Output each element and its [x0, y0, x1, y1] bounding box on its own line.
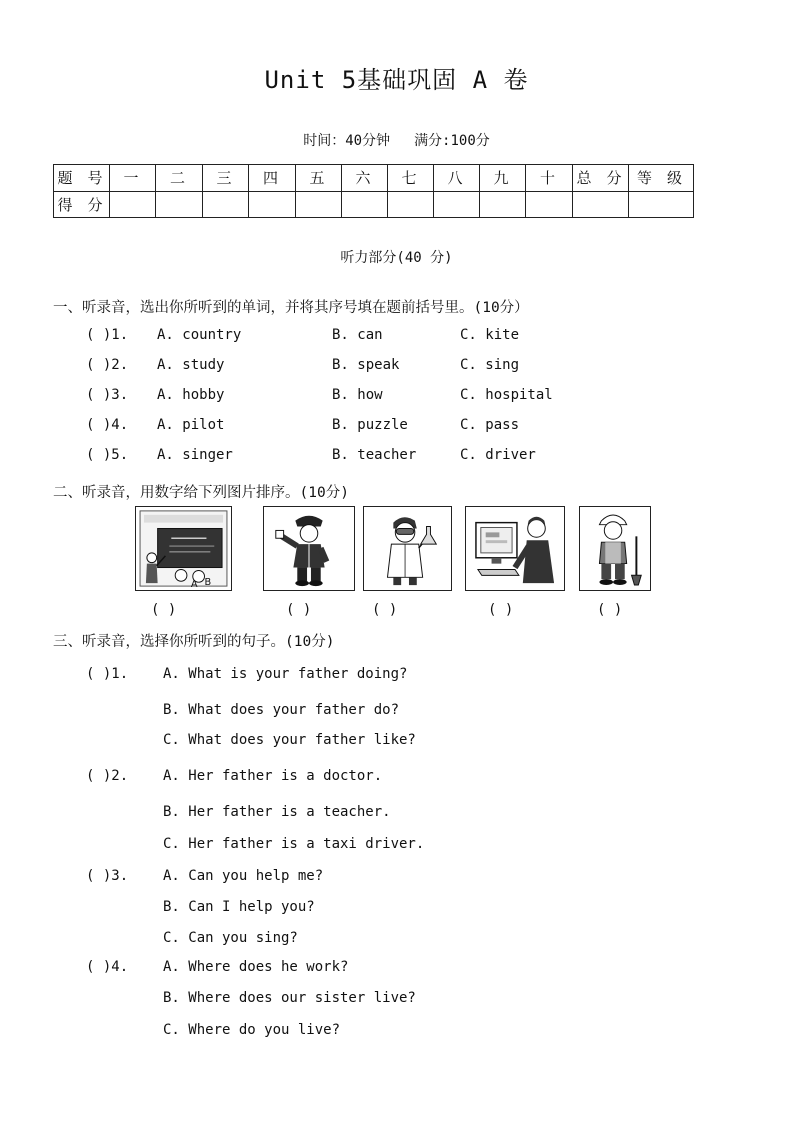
option-b: B. Where does our sister live?	[163, 990, 416, 1006]
score-cell[interactable]	[526, 191, 573, 218]
header-cell: 九	[480, 165, 526, 192]
header-cell: 八	[434, 165, 480, 192]
option-a: A. Where does he work?	[163, 959, 349, 975]
option-b: B. What does your father do?	[163, 702, 400, 718]
section3-heading: 三、听录音，选择你所听到的句子。(10分)	[53, 634, 335, 650]
answer-blank[interactable]: ( )3.	[86, 387, 129, 403]
option-c: C. sing	[460, 357, 520, 373]
option-c: C. pass	[460, 417, 520, 433]
picture-order-blank[interactable]: ( )	[597, 602, 623, 618]
option-c: C. hospital	[460, 387, 553, 403]
score-cell[interactable]	[434, 191, 480, 218]
office-worker-icon	[466, 507, 564, 590]
police-officer-picture	[263, 506, 355, 591]
teacher-blackboard-picture	[135, 506, 232, 591]
option-b: B. speak	[332, 357, 400, 373]
score-cell[interactable]	[249, 191, 296, 218]
score-cell[interactable]	[480, 191, 526, 218]
picture-order-blank[interactable]: ( )	[286, 602, 312, 618]
header-cell: 二	[156, 165, 203, 192]
header-cell: 题 号	[54, 165, 110, 192]
header-cell: 六	[342, 165, 388, 192]
score-cell[interactable]	[342, 191, 388, 218]
picture-order-blank[interactable]: ( )	[372, 602, 398, 618]
construction-worker-icon	[580, 507, 650, 590]
score-cell[interactable]	[629, 191, 694, 218]
picture-order-blank[interactable]: ( )	[151, 602, 177, 618]
option-b: B. Can I help you?	[163, 899, 315, 915]
score-cell[interactable]	[110, 191, 156, 218]
option-a: A. hobby	[157, 387, 225, 403]
option-c: C. Where do you live?	[163, 1022, 341, 1038]
full-score: 满分:100分	[414, 133, 490, 149]
answer-blank[interactable]: ( )4.	[86, 959, 129, 975]
listening-part-title: 听力部分(40 分)	[340, 250, 453, 266]
svg-text:A: A	[190, 579, 198, 590]
header-cell: 七	[388, 165, 434, 192]
office-worker-picture	[465, 506, 565, 591]
option-b: B. Her father is a teacher.	[163, 804, 391, 820]
score-table-score-row	[54, 191, 694, 218]
option-a: A. What is your father doing?	[163, 666, 408, 682]
answer-blank[interactable]: ( )1.	[86, 666, 129, 682]
section1-heading: 一、听录音，选出你所听到的单词，并将其序号填在题前括号里。(10分）	[53, 300, 529, 316]
scientist-icon	[364, 507, 451, 590]
option-a: A. singer	[157, 447, 233, 463]
option-b: B. puzzle	[332, 417, 408, 433]
option-a: A. Can you help me?	[163, 868, 324, 884]
score-row-label: 得 分	[54, 191, 110, 218]
option-a: A. Her father is a doctor.	[163, 768, 383, 784]
scientist-picture	[363, 506, 452, 591]
construction-worker-picture	[579, 506, 651, 591]
header-cell: 总 分	[573, 165, 629, 192]
section2-heading: 二、听录音，用数字给下列图片排序。(10分)	[53, 485, 349, 501]
score-table	[53, 164, 694, 218]
police-officer-icon	[264, 507, 354, 590]
answer-blank[interactable]: ( )1.	[86, 327, 129, 343]
answer-blank[interactable]: ( )5.	[86, 447, 129, 463]
header-cell: 三	[203, 165, 249, 192]
option-b: B. teacher	[332, 447, 417, 463]
teacher-blackboard-icon	[136, 507, 231, 590]
header-cell: 一	[110, 165, 156, 192]
picture-order-blank[interactable]: ( )	[488, 602, 514, 618]
option-b: B. how	[332, 387, 383, 403]
option-c: C. Her father is a taxi driver.	[163, 836, 425, 852]
score-cell[interactable]	[156, 191, 203, 218]
header-cell: 五	[296, 165, 342, 192]
svg-text:B: B	[204, 577, 212, 589]
answer-blank[interactable]: ( )4.	[86, 417, 129, 433]
header-cell: 等 级	[629, 165, 694, 192]
answer-blank[interactable]: ( )2.	[86, 768, 129, 784]
option-c: C. driver	[460, 447, 536, 463]
header-cell: 四	[249, 165, 296, 192]
score-cell[interactable]	[296, 191, 342, 218]
option-c: C. Can you sing?	[163, 930, 298, 946]
option-c: C. kite	[460, 327, 520, 343]
score-table-header-row	[54, 165, 694, 192]
score-cell[interactable]	[573, 191, 629, 218]
exam-info	[0, 130, 793, 150]
score-cell[interactable]	[388, 191, 434, 218]
time-limit: 时间：40分钟	[303, 133, 391, 149]
answer-blank[interactable]: ( )3.	[86, 868, 129, 884]
option-a: A. pilot	[157, 417, 225, 433]
page-title: Unit 5基础巩固 A 卷	[264, 66, 529, 94]
option-c: C. What does your father like?	[163, 732, 416, 748]
score-cell[interactable]	[203, 191, 249, 218]
answer-blank[interactable]: ( )2.	[86, 357, 129, 373]
option-a: A. country	[157, 327, 242, 343]
header-cell: 十	[526, 165, 573, 192]
option-a: A. study	[157, 357, 225, 373]
option-b: B. can	[332, 327, 383, 343]
